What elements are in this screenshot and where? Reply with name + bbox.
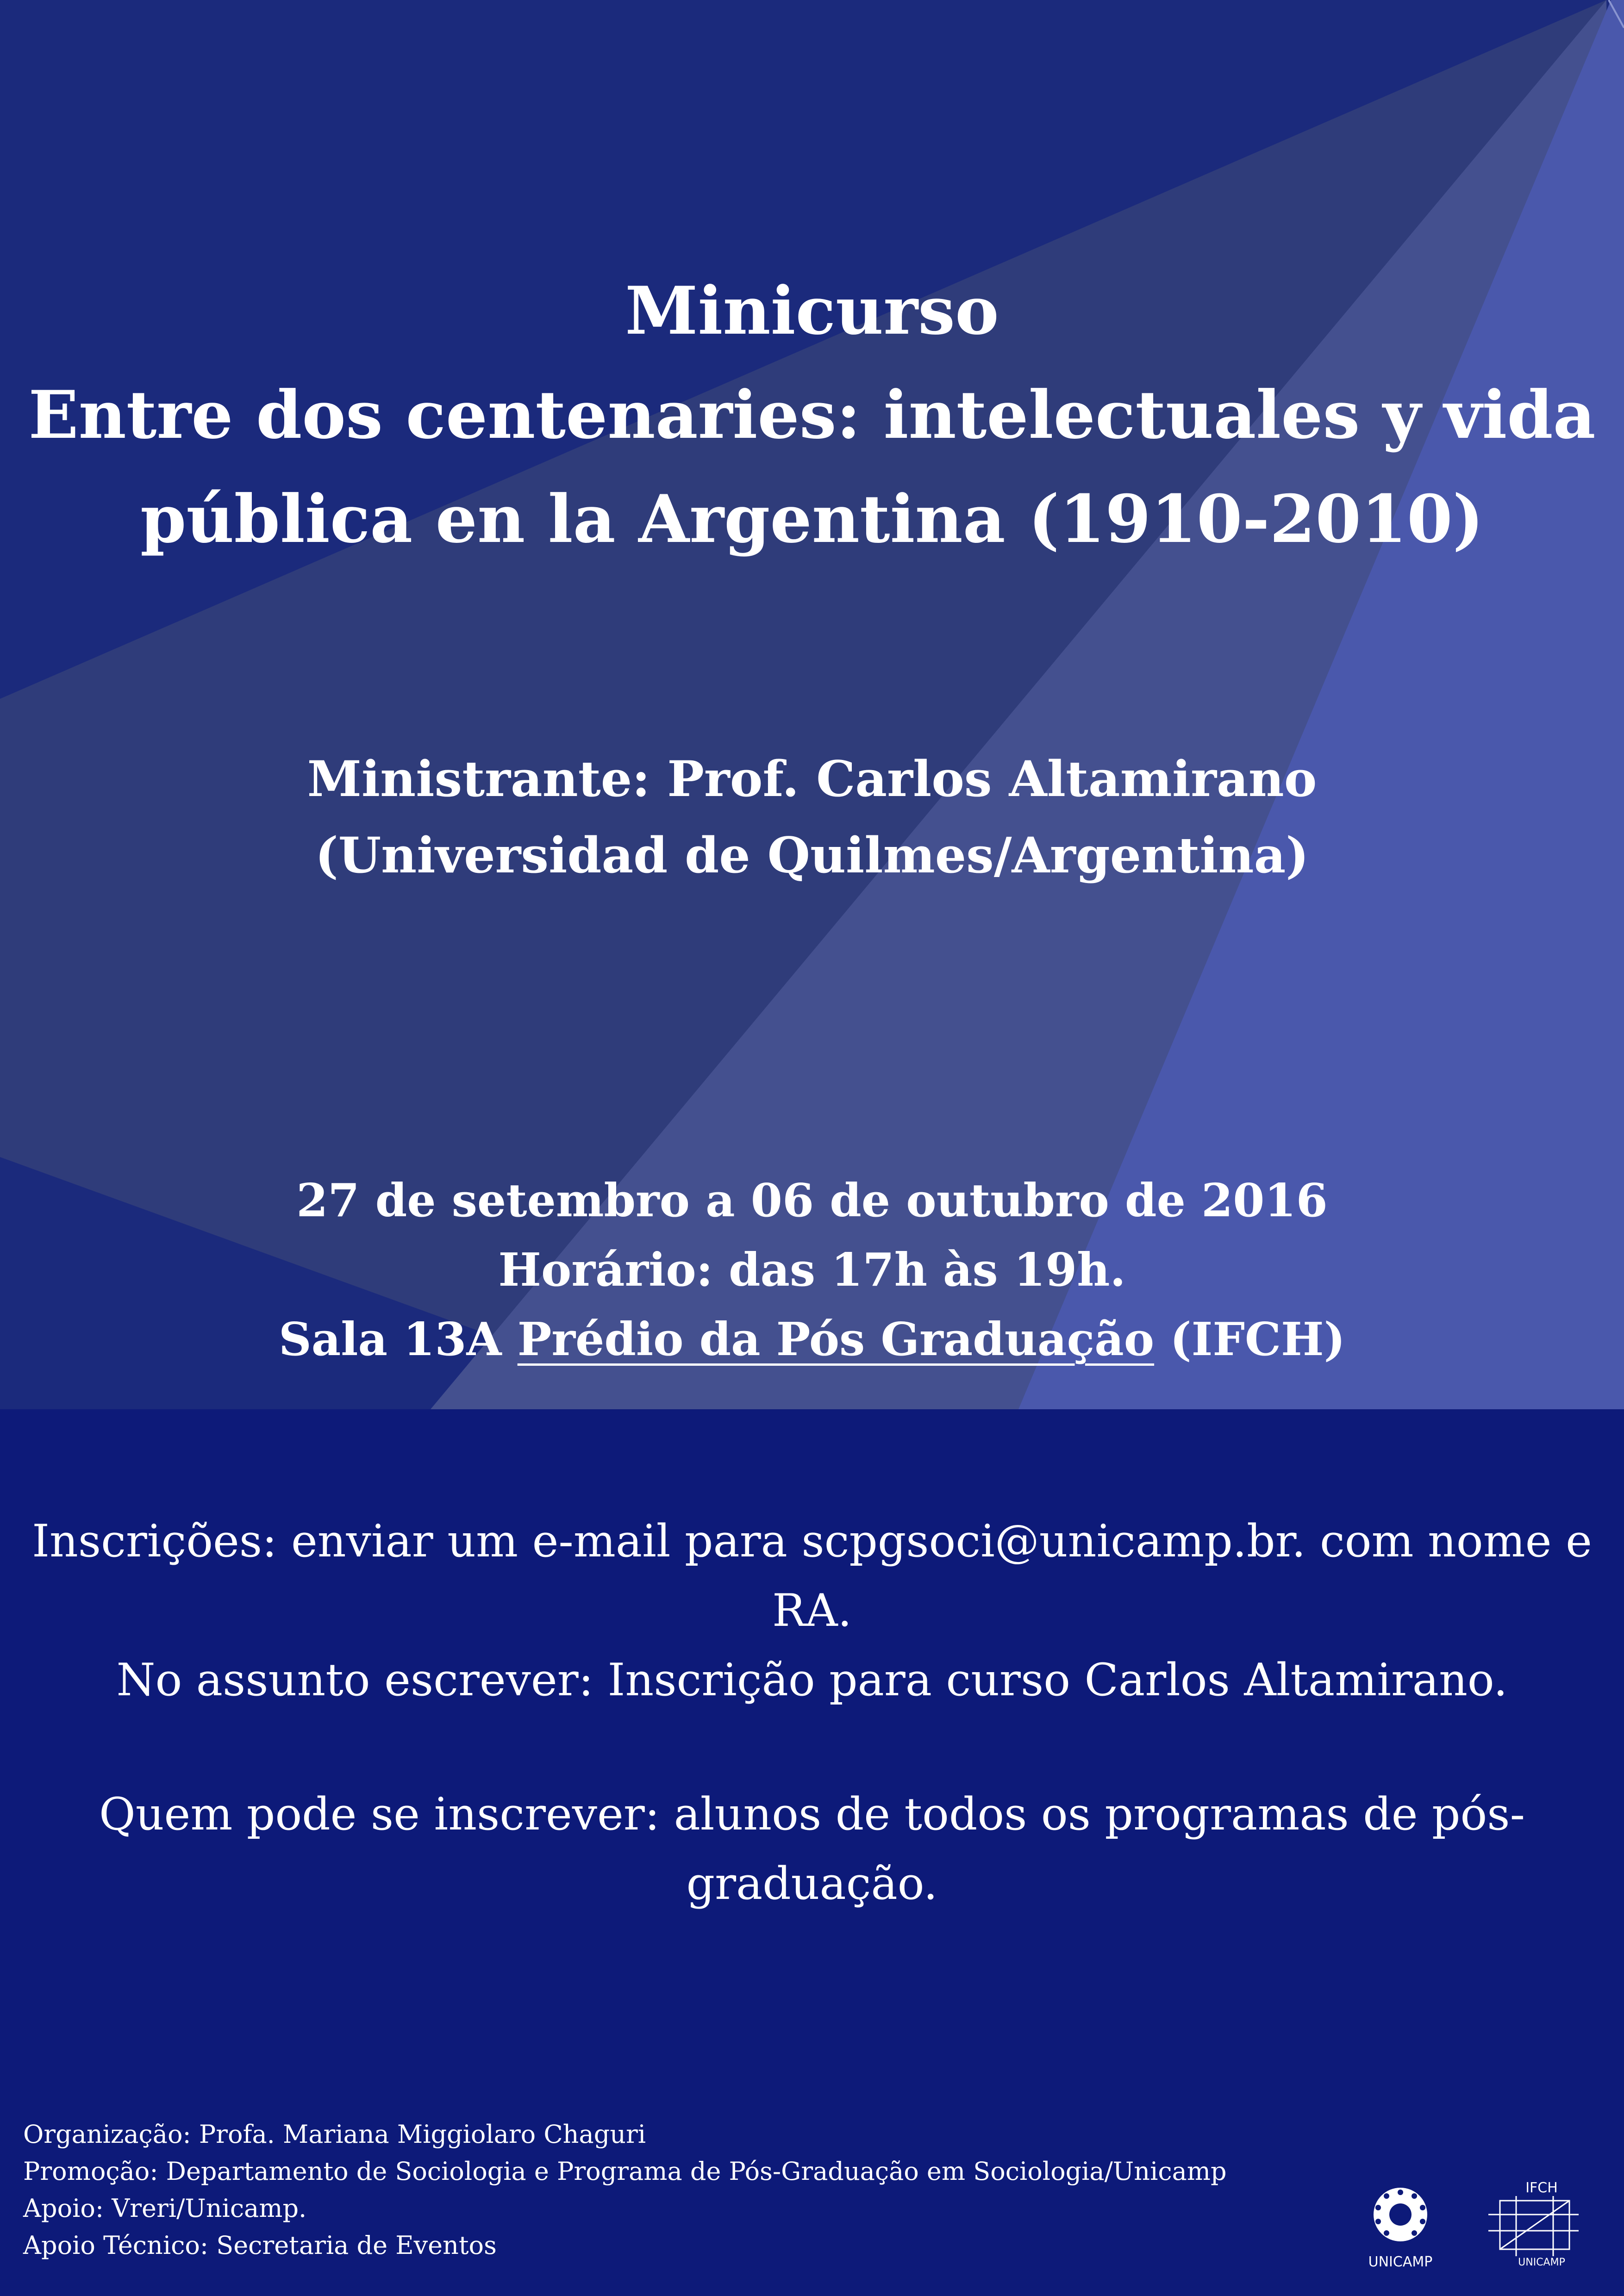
event-time: Horário: das 17h às 19h. xyxy=(498,1244,1126,1297)
unicamp-logo xyxy=(1361,2182,1440,2272)
speaker-name: Ministrante: Prof. Carlos Altamirano xyxy=(307,750,1317,808)
registration-line-1: Inscrições: enviar um e-mail para scpgsoci@unicamp.br. com nome e RA. xyxy=(32,1515,1592,1636)
event-title xyxy=(0,259,1624,572)
speaker-affiliation: (Universidad de Quilmes/Argentina) xyxy=(315,826,1309,884)
title-line-1: Minicurso xyxy=(625,273,999,349)
building-link[interactable]: Prédio da Pós Graduação xyxy=(517,1313,1155,1366)
credit-technical-support: Apoio Técnico: Secretaria de Eventos xyxy=(23,2231,497,2260)
title-line-2: Entre dos centenaries: intelectuales y vida xyxy=(28,377,1596,454)
event-dates: 27 de setembro a 06 de outubro de 2016 xyxy=(296,1174,1328,1227)
speaker-info xyxy=(0,740,1624,893)
registration-info xyxy=(0,1506,1624,1715)
ifch-logo xyxy=(1484,2178,1583,2270)
eligibility-info: Quem pode se inscrever: alunos de todos os programas de pós-graduação. xyxy=(99,1788,1525,1910)
institute-name: (IFCH) xyxy=(1170,1313,1345,1366)
title-line-3: pública en la Argentina (1910-2010) xyxy=(140,481,1484,558)
schedule-info xyxy=(0,1166,1624,1375)
registration-line-2: No assunto escrever: Inscrição para curso Carlos Altamirano. xyxy=(116,1654,1508,1706)
ifch-logo-title: IFCH xyxy=(1525,2180,1558,2196)
event-location xyxy=(0,1305,1624,1375)
credits xyxy=(23,2116,1227,2264)
room-number: Sala 13A xyxy=(279,1313,502,1366)
ifch-logo-subtitle: UNICAMP xyxy=(1518,2257,1565,2268)
unicamp-logo-text: UNICAMP xyxy=(1368,2254,1433,2270)
credit-support: Apoio: Vreri/Unicamp. xyxy=(23,2194,307,2223)
credit-organization: Organização: Profa. Mariana Miggiolaro Chaguri xyxy=(23,2120,646,2149)
credit-promotion: Promoção: Departamento de Sociologia e Programa de Pós-Graduação em Sociologia/Unicamp xyxy=(23,2157,1227,2186)
